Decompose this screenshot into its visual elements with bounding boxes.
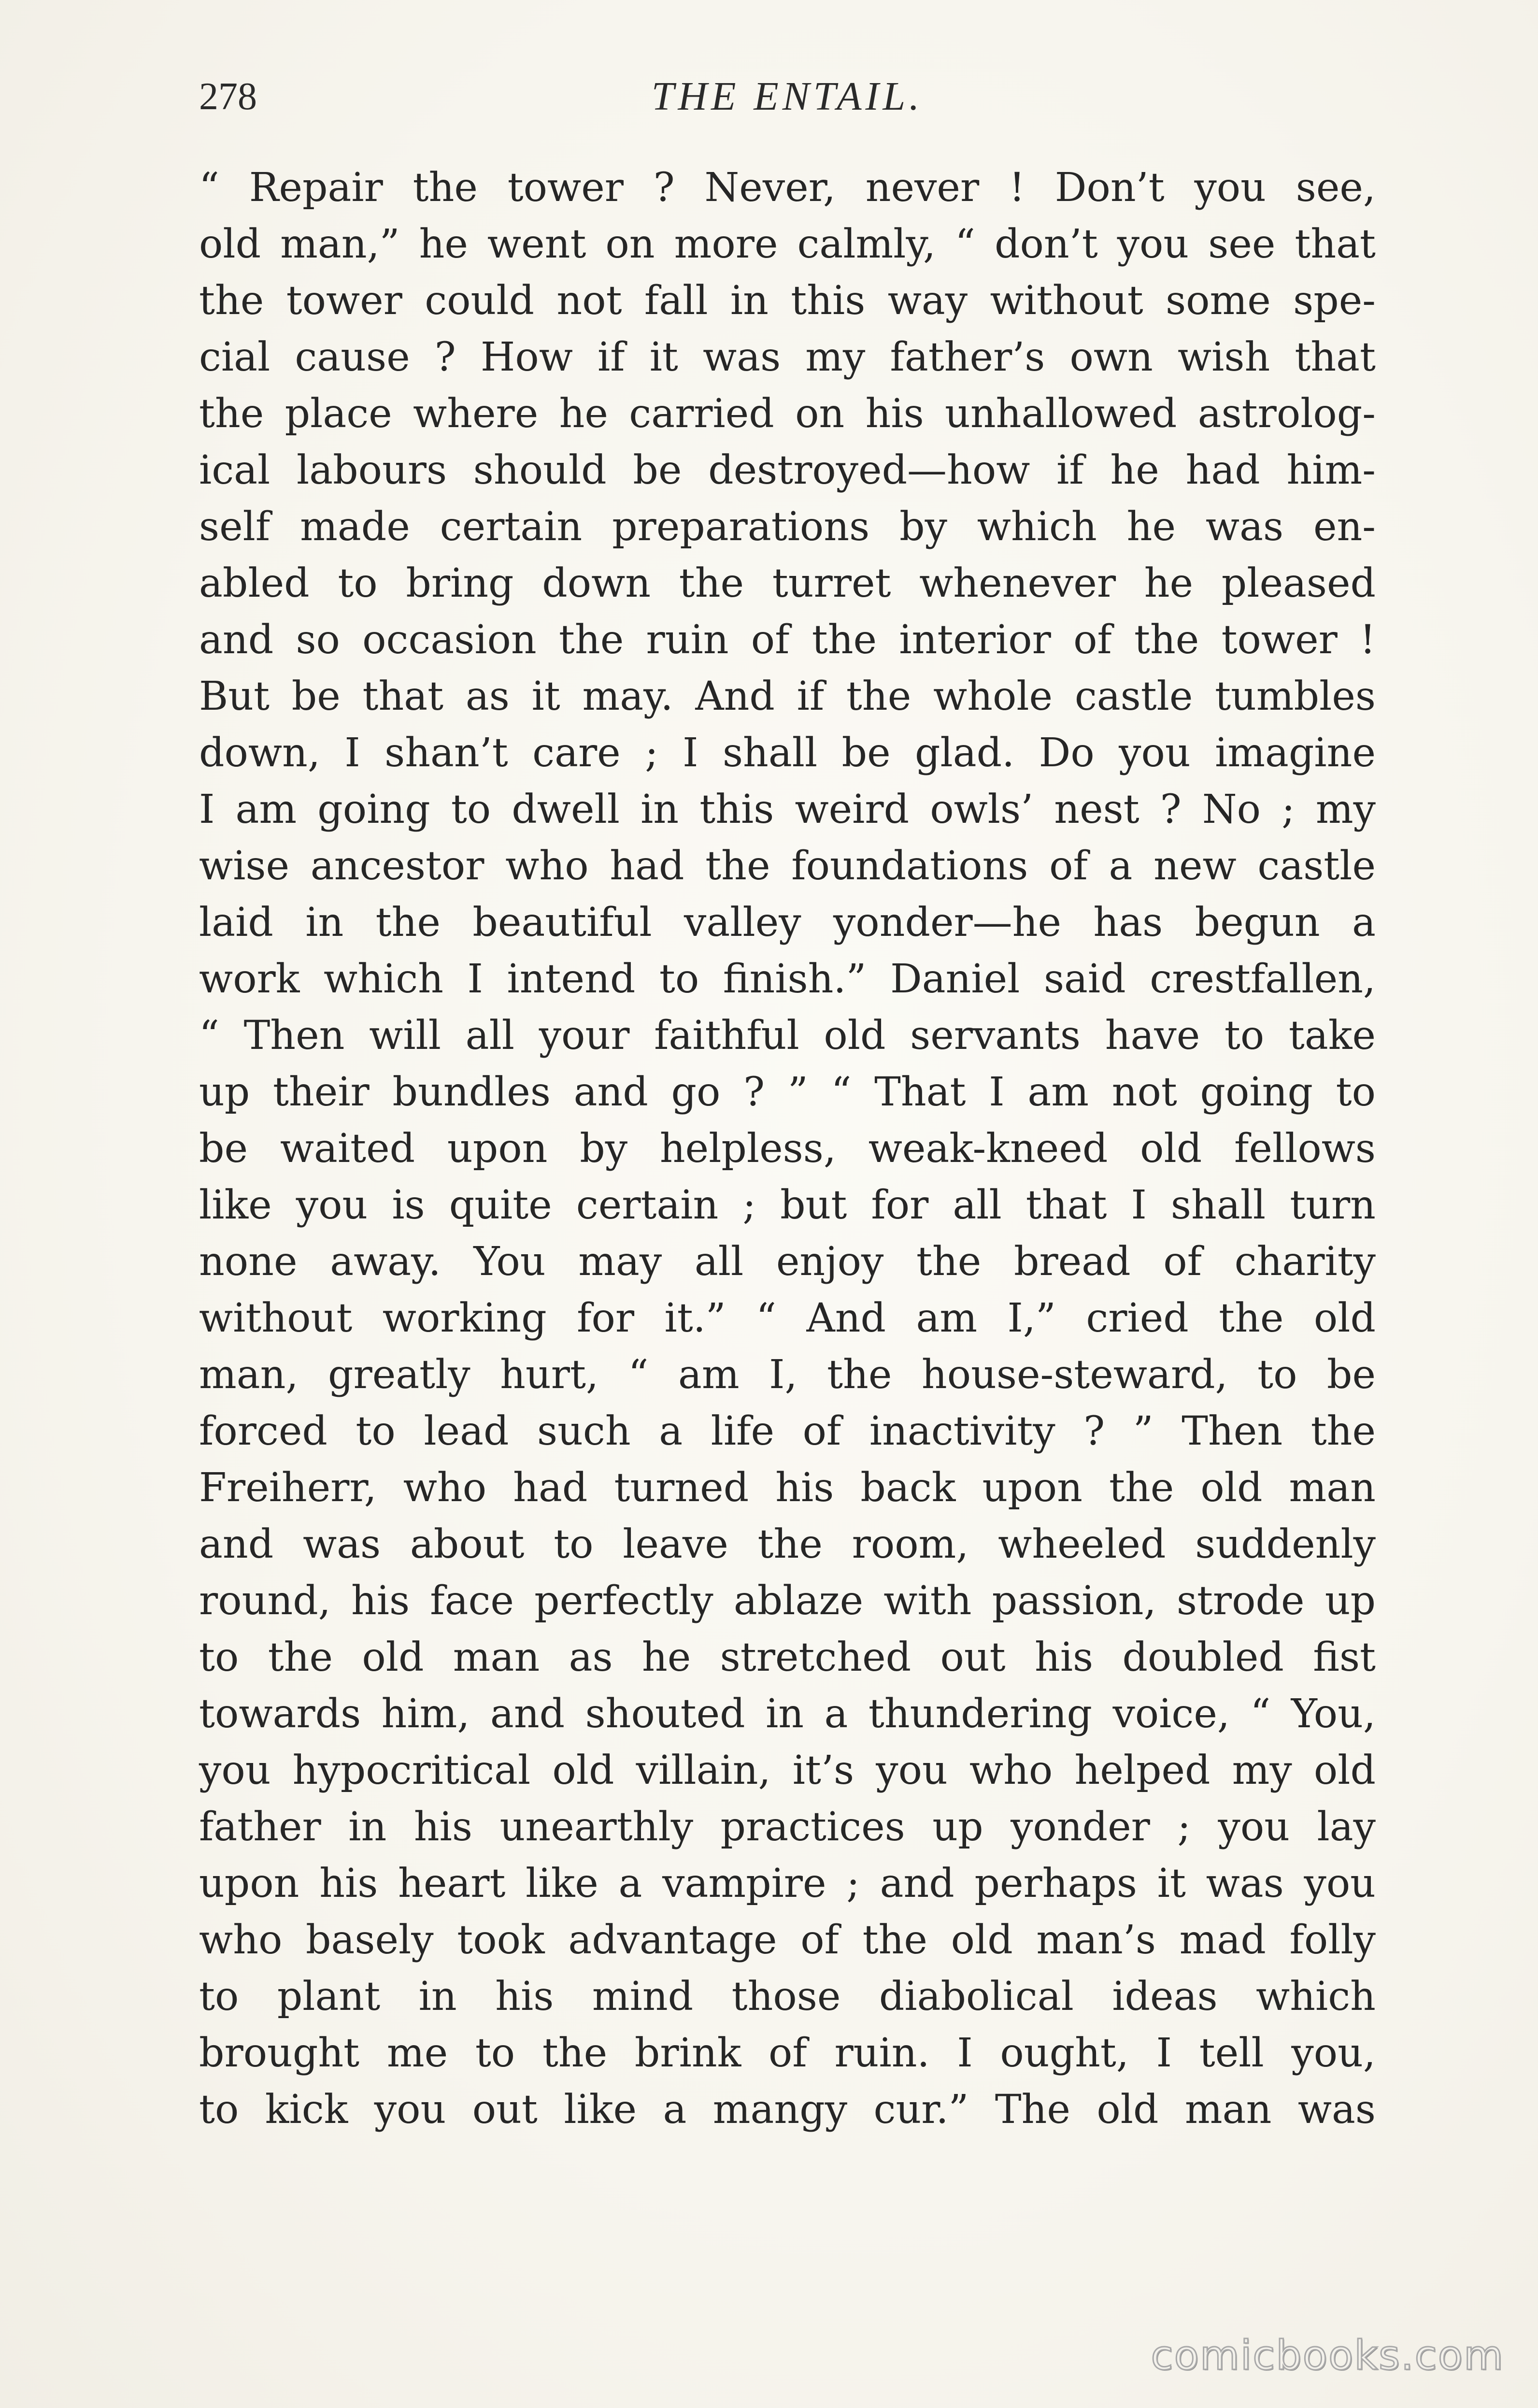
text-line: like you is quite certain ; but for all that I shall turn [199,1182,1376,1228]
text-line: brought me to the brink of ruin. I ought, I tell you, [199,2030,1376,2076]
text-line: without working for it.” “ And am I,” cried the old [199,1295,1376,1341]
running-title: THE ENTAIL. [651,74,924,119]
text-line: “ Then will all your faithful old servants have to take [199,1013,1376,1059]
text-line: to the old man as he stretched out his doubled fist [199,1634,1376,1680]
text-line: ical labours should be destroyed—how if he had him- [199,447,1376,493]
text-line: the place where he carried on his unhallowed astrolog- [199,391,1376,437]
text-line: down, I shan’t care ; I shall be glad. Do you imagine [199,730,1376,776]
text-line: “ Repair the tower ? Never, never ! Don’t you see, [199,165,1376,211]
text-line: be waited upon by helpless, weak-kneed old fellows [199,1126,1376,1172]
text-line: abled to bring down the turret whenever he pleased [199,560,1376,606]
text-line: you hypocritical old villain, it’s you who helped my old [199,1748,1376,1793]
text-line: man, greatly hurt, “ am I, the house-steward, to be [199,1352,1376,1398]
text-line: to plant in his mind those diabolical ideas which [199,1974,1376,2020]
text-line: none away. You may all enjoy the bread of charity [199,1239,1376,1285]
text-line: who basely took advantage of the old man’s mad folly [199,1917,1376,1963]
text-line: round, his face perfectly ablaze with passion, strode up [199,1578,1376,1624]
text-line: Freiherr, who had turned his back upon the old man [199,1465,1376,1511]
text-line: self made certain preparations by which he was en- [199,504,1376,550]
text-line: towards him, and shouted in a thundering voice, “ You, [199,1691,1376,1737]
body-text [199,159,1376,2138]
text-line: the tower could not fall in this way without some spe- [199,278,1376,324]
running-head [199,68,1376,126]
text-line: upon his heart like a vampire ; and perhaps it was you [199,1861,1376,1906]
text-line: and so occasion the ruin of the interior of the tower ! [199,617,1376,663]
text-line: cial cause ? How if it was my father’s own wish that [199,334,1376,380]
text-line: up their bundles and go ? ” “ That I am not going to [199,1069,1376,1115]
page-number: 278 [199,75,257,118]
text-line: But be that as it may. And if the whole castle tumbles [199,674,1376,719]
text-line: and was about to leave the room, wheeled suddenly [199,1521,1376,1567]
text-line: laid in the beautiful valley yonder—he has begun a [199,900,1376,946]
text-line: old man,” he went on more calmly, “ don’t you see that [199,221,1376,267]
text-line: father in his unearthly practices up yonder ; you lay [199,1804,1376,1850]
text-line: wise ancestor who had the foundations of a new castle [199,843,1376,889]
text-line: to kick you out like a mangy cur.” The old man was [199,2087,1376,2133]
text-line: I am going to dwell in this weird owls’ nest ? No ; my [199,787,1376,832]
text-line: forced to lead such a life of inactivity ? ” Then the [199,1408,1376,1454]
watermark: comicbooks.com [1151,2332,1504,2379]
text-line: work which I intend to finish.” Daniel said crestfallen, [199,956,1376,1002]
